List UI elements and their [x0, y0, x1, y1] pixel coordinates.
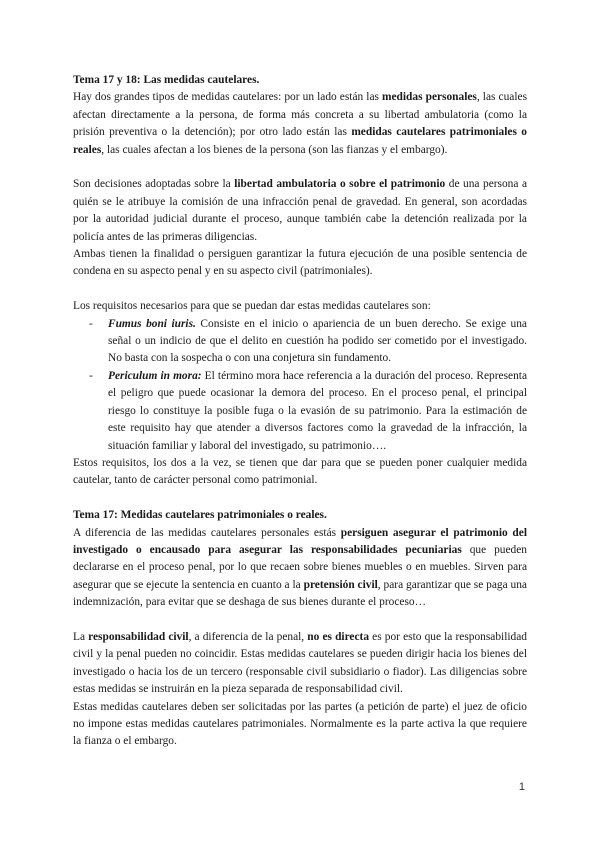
bold-term-medidas-personales: medidas personales	[382, 91, 477, 104]
paragraph-solicitud-partes: Estas medidas cautelares deben ser solicitadas por las partes (a petición de parte) el juez de oficio no impone estas medidas cautelares patrimoniales. Normalmente es la parte activa la que requiere la fianza o el embargo.	[73, 700, 527, 748]
paragraph-diferencia-personales	[73, 525, 527, 612]
paragraph-finalidad: Ambas tienen la finalidad o persiguen garantizar la futura ejecución de una posible sentencia de condena en su aspecto penal y en su aspecto civil (patrimoniales).	[73, 248, 527, 278]
bold-term-medidas-patrimoniales: medidas cautelares patrimoniales o reales	[73, 126, 527, 156]
requirements-list	[73, 316, 527, 455]
text-run: Son decisiones adoptadas sobre la	[73, 178, 235, 191]
section-title-patrimoniales: Tema 17: Medidas cautelares patrimoniales o reales.	[73, 509, 327, 522]
page-number: 1	[518, 781, 525, 793]
paragraph-decisiones	[73, 176, 527, 246]
text-run: A diferencia de las medidas cautelares personales estás	[73, 526, 341, 539]
bold-term-responsabilidad-civil: responsabilidad civil	[88, 630, 189, 643]
requirement-term: Fumus boni iuris.	[108, 317, 196, 330]
paragraph-requisitos-intro: Los requisitos necesarios para que se puedan dar estas medidas cautelares son:	[73, 300, 431, 313]
bold-term-no-directa: no es directa	[307, 630, 370, 643]
list-dash: -	[89, 369, 93, 382]
list-item-periculum	[73, 368, 527, 455]
paragraph-requisitos-conclusion: Estos requisitos, los dos a la vez, se tienen que dar para que se pueden poner cualquier medida cautelar, tanto de carácter personal como patrimonial.	[73, 456, 527, 487]
paragraph-gap	[73, 612, 527, 629]
paragraph-tipos-medidas	[73, 89, 527, 159]
paragraph-gap	[73, 490, 527, 507]
text-run: , las cuales afectan directamente a la persona, de forma más concreta a su libertad ambulatoria (como la prisión preventiva o la detención); por otro lado están las	[73, 91, 527, 139]
paragraph-responsabilidad-civil	[73, 629, 527, 699]
text-run: , para garantizar que se paga una indemnización, para evitar que se deshaga de sus bienes durante el proceso…	[73, 578, 527, 609]
requirement-term: Periculum in mora:	[108, 369, 202, 382]
bold-term-persiguen: persiguen asegurar el patrimonio del investigado o encausado para asegurar las responsabilidades pecuniarias	[73, 526, 527, 556]
text-run: que pueden declararse en el proceso penal, por lo que recaen sobre bienes muebles o en muebles. Sirven para asegurar que se ejecute la sentencia en cuanto a la	[73, 543, 527, 591]
text-run: es por esto que la responsabilidad civil y la penal pueden no coincidir. Estas medidas cautelares se pueden dirigir hacia los bienes del investigado o hacia los de un tercero (responsable civil subsidiario o fiador). Las diligencias sobre estas medidas se instruirán en la pieza separada de responsabilidad civil.	[73, 630, 527, 696]
text-run: de una persona a quién se le atribuye la comisión de una infracción penal de gravedad. En general, son acordadas por la autoridad judicial durante el proceso, aunque también cabe la detención realizada por la policía antes de las primeras diligencias.	[73, 178, 528, 243]
paragraph-gap	[73, 281, 527, 298]
list-item-fumus	[73, 316, 527, 368]
list-dash: -	[89, 317, 93, 330]
text-run: Hay dos grandes tipos de medidas cautelares: por un lado están las	[73, 91, 383, 104]
bold-term-libertad-patrimonio: libertad ambulatoria o sobre el patrimonio	[234, 178, 446, 191]
text-run: La	[73, 630, 89, 643]
bold-term-pretension-civil: pretensión civil	[303, 578, 378, 591]
paragraph-gap	[73, 159, 527, 176]
requirement-text: El término mora hace referencia a la duración del proceso. Representa el peligro que puede ocasionar la demora del proceso. En el proceso penal, el principal riesgo lo constituye la posible fuga o la evasión de su patrimonio. Para la estimación de este requisito hay que atender a diversos factores como la gravedad de la infracción, la situación familiar y laboral del investigado, su patrimonio….	[108, 369, 527, 452]
text-run: , las cuales afectan a los bienes de la persona (son las fianzas y el embargo).	[101, 143, 448, 156]
text-run: , a diferencia de la penal,	[188, 630, 308, 643]
section-title-medidas-cautelares: Tema 17 y 18: Las medidas cautelares.	[73, 74, 260, 86]
requirement-text: Consiste en el inicio o apariencia de un buen derecho. Se exige una señal o un indicio de que el delito en cuestión ha podido ser cometido por el investigado. No basta con la sospecha o con una conjetura sin fundamento.	[108, 317, 527, 365]
document-page	[73, 72, 527, 751]
